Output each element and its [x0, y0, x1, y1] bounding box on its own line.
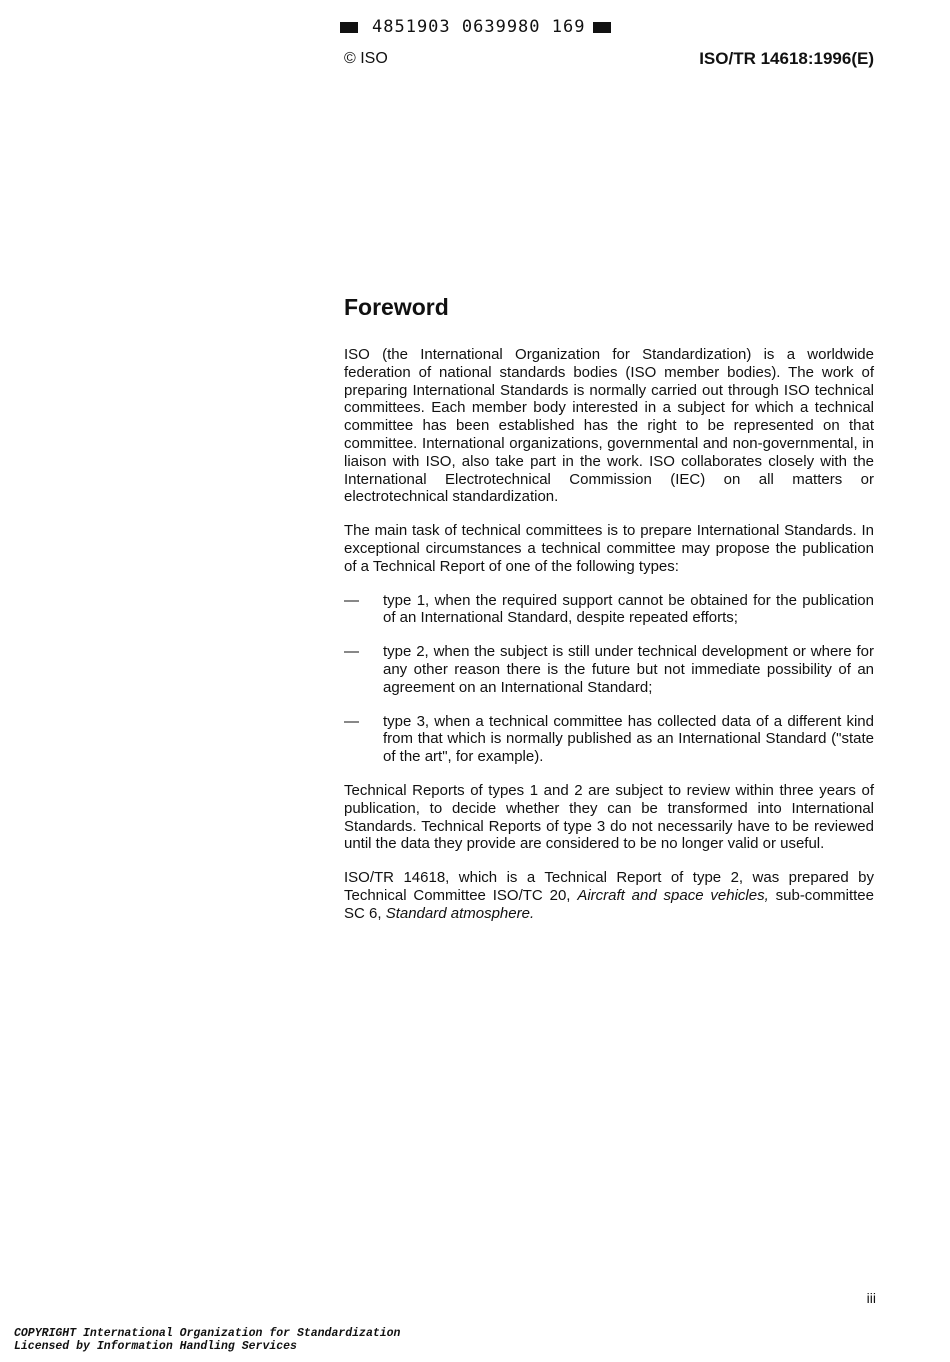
list-item-text: type 3, when a technical committee has collected data of a different kind from that which is normally published as an International Standard ("state of the art", for example). — [383, 712, 874, 766]
barcode-block-left — [340, 22, 358, 33]
page-title: Foreword — [344, 294, 449, 320]
list-item-type-3 — [344, 713, 874, 766]
paragraph-iso-intro: ISO (the International Organization for Standardization) is a worldwide federation of national standards bodies (ISO member bodies). The work of preparing International Standards is normally carried out through ISO technical committees. Each member body interested in a subject for which a technical committee has been established has the right to be represented on that committee. International organizations, governmental and non-governmental, in liaison with ISO, also take part in the work. ISO collaborates closely with the International Electrotechnical Commission (IEC) on all matters or electrotechnical standardization. — [344, 346, 874, 506]
paragraph-preparation — [344, 869, 874, 922]
subcommittee-name: Standard atmosphere. — [385, 904, 535, 922]
list-item-type-2 — [344, 643, 874, 696]
barcode-number: 4851903 0639980 169 — [372, 17, 586, 37]
list-item-text: type 1, when the required support cannot be obtained for the publication of an International Standard, despite repeated efforts; — [383, 591, 874, 627]
committee-name: Aircraft and space vehicles, — [577, 886, 769, 904]
page-number: iii — [866, 1290, 876, 1306]
list-item-type-1 — [344, 592, 874, 628]
list-dash: — — [344, 712, 359, 730]
paragraph-preparation-mid: sub-committee SC 6, — [344, 886, 874, 922]
list-dash: — — [344, 643, 359, 661]
header-copyright: © ISO — [344, 50, 388, 67]
paragraph-preparation-start: ISO/TR 14618, which is a Technical Report of type 2, was prepared by Technical Committee ISO/TC 20, — [344, 869, 874, 904]
list-dash: — — [344, 591, 359, 609]
header-document-id: ISO/TR 14618:1996(E) — [699, 49, 874, 68]
foreword-body — [344, 346, 874, 939]
footer-line-license: Licensed by Information Handling Services — [14, 1340, 297, 1353]
barcode-line — [340, 16, 611, 38]
footer-line-copyright: COPYRIGHT International Organization for Standardization — [14, 1327, 401, 1340]
paragraph-review: Technical Reports of types 1 and 2 are subject to review within three years of publication, to decide whether they can be transformed into International Standards. Technical Reports of type 3 do not necessarily have to be reviewed until the data they provide are considered to be no longer valid or useful. — [344, 781, 874, 853]
barcode-block-right — [593, 22, 611, 33]
list-item-text: type 2, when the subject is still under technical development or where for any other reason there is the future but not immediate possibility of an agreement on an International Standard; — [383, 643, 874, 696]
paragraph-main-task: The main task of technical committees is to prepare International Standards. In exceptional circumstances a technical committee may propose the publication of a Technical Report of one of the following types: — [344, 522, 874, 575]
copyright-footer — [14, 1327, 400, 1353]
